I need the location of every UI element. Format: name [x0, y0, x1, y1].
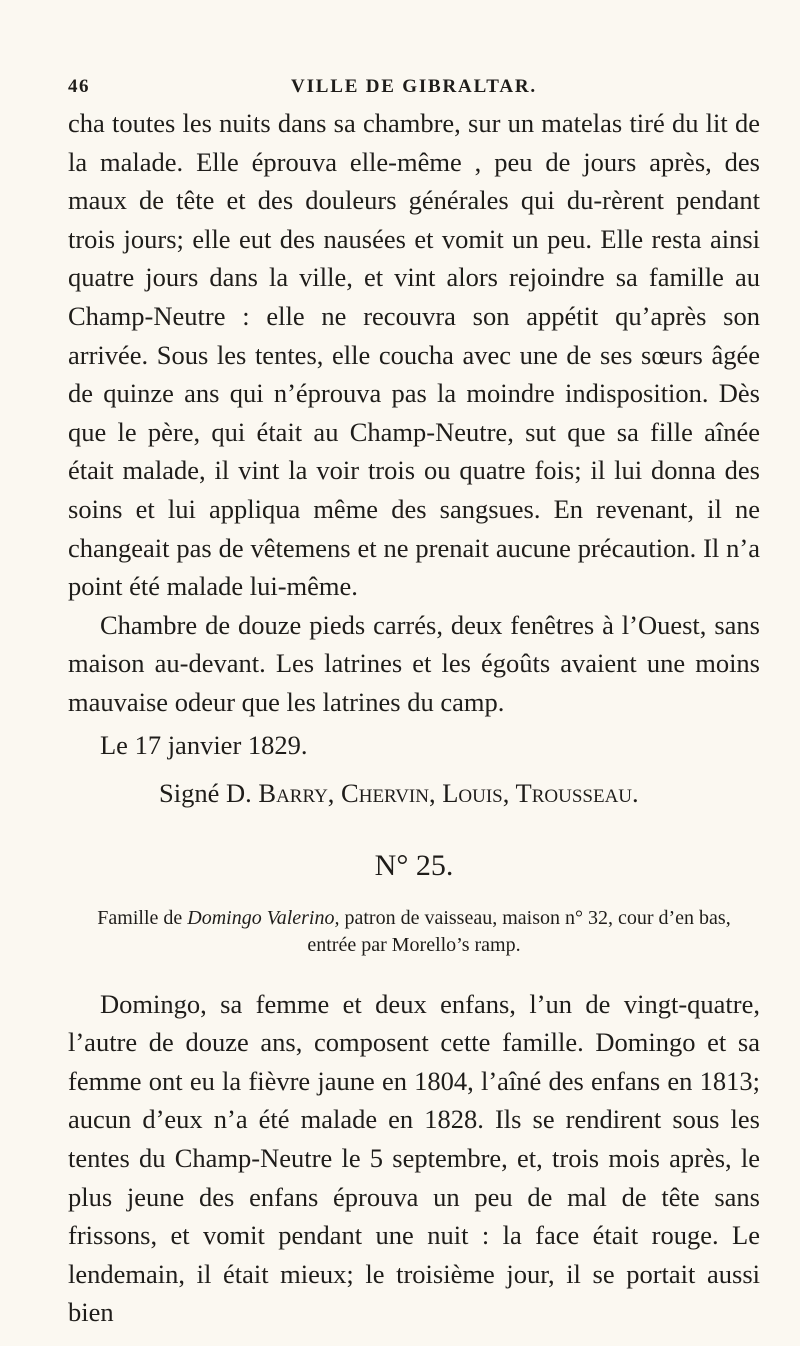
room-description-paragraph: Chambre de douze pieds carrés, deux fenêtres à l’Ouest, sans maison au-devant. Les latrines et les égoûts avaient une moins mauvaise odeur que les latrines du camp. [68, 609, 760, 717]
signature-prefix: Signé [159, 778, 220, 809]
running-title: VILLE DE GIBRALTAR. [291, 76, 537, 97]
continuation-paragraph: cha toutes les nuits dans sa chambre, sur un matelas tiré du lit de la malade. Elle éprouva elle-même , peu de jours après, des maux de tête et des douleurs générales qui du-rèrent pendant trois jours; elle eut des nausées et vomit un peu. Elle resta ainsi quatre jours dans la ville, et vint alors rejoindre sa famille au Champ-Neutre : elle ne recouvra son appétit qu’après son arrivée. Sous les tentes, elle coucha avec une de ses sœurs âgée de quinze ans qui n’éprouva pas la moindre indisposition. Dès que le père, qui était au Champ-Neutre, sut que sa fille aînée était malade, il vint la voir trois ou quatre fois; il lui donna des soins et lui appliqua même des sangsues. En revenant, il ne changeait pas de vêtemens et ne prenait aucune précaution. Il n’a point été malade lui-même. [68, 108, 760, 602]
family-name: Domingo Valerino, [187, 906, 340, 929]
date-line: Le 17 janvier 1829. [100, 729, 308, 760]
signature-names: D. Barry, Chervin, Louis, Trousseau. [226, 778, 639, 809]
family-header [68, 905, 760, 959]
signature-line [159, 774, 760, 813]
page-number: 46 [68, 76, 90, 97]
running-head [68, 72, 760, 104]
family-label: Famille de [97, 906, 183, 929]
family-details: patron de vaisseau, maison n° 32, cour d’en bas, entrée par Morello’s ramp. [307, 906, 731, 956]
section-number: N° 25. [374, 848, 454, 882]
family-paragraph: Domingo, sa femme et deux enfans, l’un de vingt-quatre, l’autre de douze ans, composent cette famille. Domingo et sa femme ont eu la fièvre jaune en 1804, l’aîné des enfans en 1813; aucun d’eux n’a été malade en 1828. Ils se rendirent sous les tentes du Champ-Neutre le 5 septembre, et, trois mois après, le plus jeune des enfans éprouva un peu de mal de tête sans frissons, et vomit pendant une nuit : la face était rouge. Le lendemain, il était mieux; le troisième jour, il se portait aussi bien [68, 988, 760, 1328]
